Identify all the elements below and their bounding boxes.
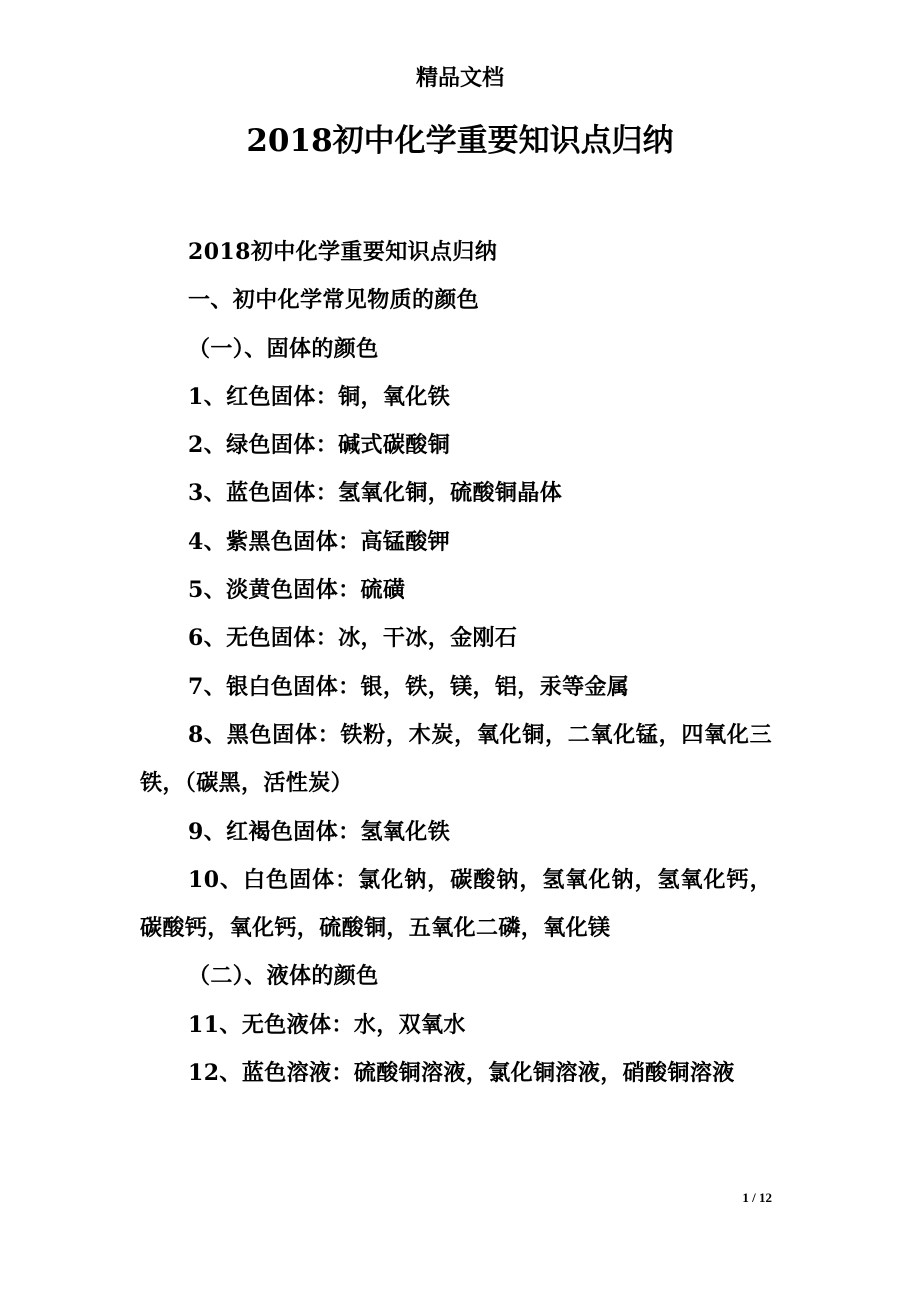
list-item: 12、蓝色溶液：硫酸铜溶液，氯化铜溶液，硝酸铜溶液 [188,1060,735,1087]
list-item: 7、银白色固体：银，铁，镁，铝，汞等金属 [188,673,630,700]
list-item: 2、绿色固体：碱式碳酸铜 [188,432,451,459]
page-number: 1 / 12 [742,1190,772,1205]
list-item: 1、红色固体：铜，氧化铁 [188,383,451,410]
subsection-heading-solids: （一）、固体的颜色 [188,335,379,362]
section-heading-colors: 一、初中化学常见物质的颜色 [188,287,480,314]
list-item: 5、淡黄色固体：硫磺 [188,577,406,604]
document-title: 2018初中化学重要知识点归纳 [246,123,674,159]
list-item: 6、无色固体：冰，干冰，金刚石 [188,625,518,652]
list-item: 4、紫黑色固体：高锰酸钾 [188,528,451,555]
document-body [140,228,772,1097]
page-header: 精品文档 [415,66,504,91]
list-item: 8、黑色固体：铁粉，木炭，氧化铜，二氧化锰，四氧化三铁，（碳黑，活性炭） [140,721,772,797]
list-item: 10、白色固体：氯化钠，碳酸钠，氢氧化钠，氢氧化钙，碳酸钙，氧化钙，硫酸铜，五氧化二磷，氧化镁 [140,866,772,942]
list-item: 11、无色液体：水，双氧水 [188,1011,466,1038]
paragraph-heading: 2018初中化学重要知识点归纳 [188,239,498,265]
list-item: 3、蓝色固体：氢氧化铜，硫酸铜晶体 [188,480,563,507]
list-item: 9、红褐色固体：氢氧化铁 [188,818,451,845]
subsection-heading-liquids: （二）、液体的颜色 [188,963,379,990]
